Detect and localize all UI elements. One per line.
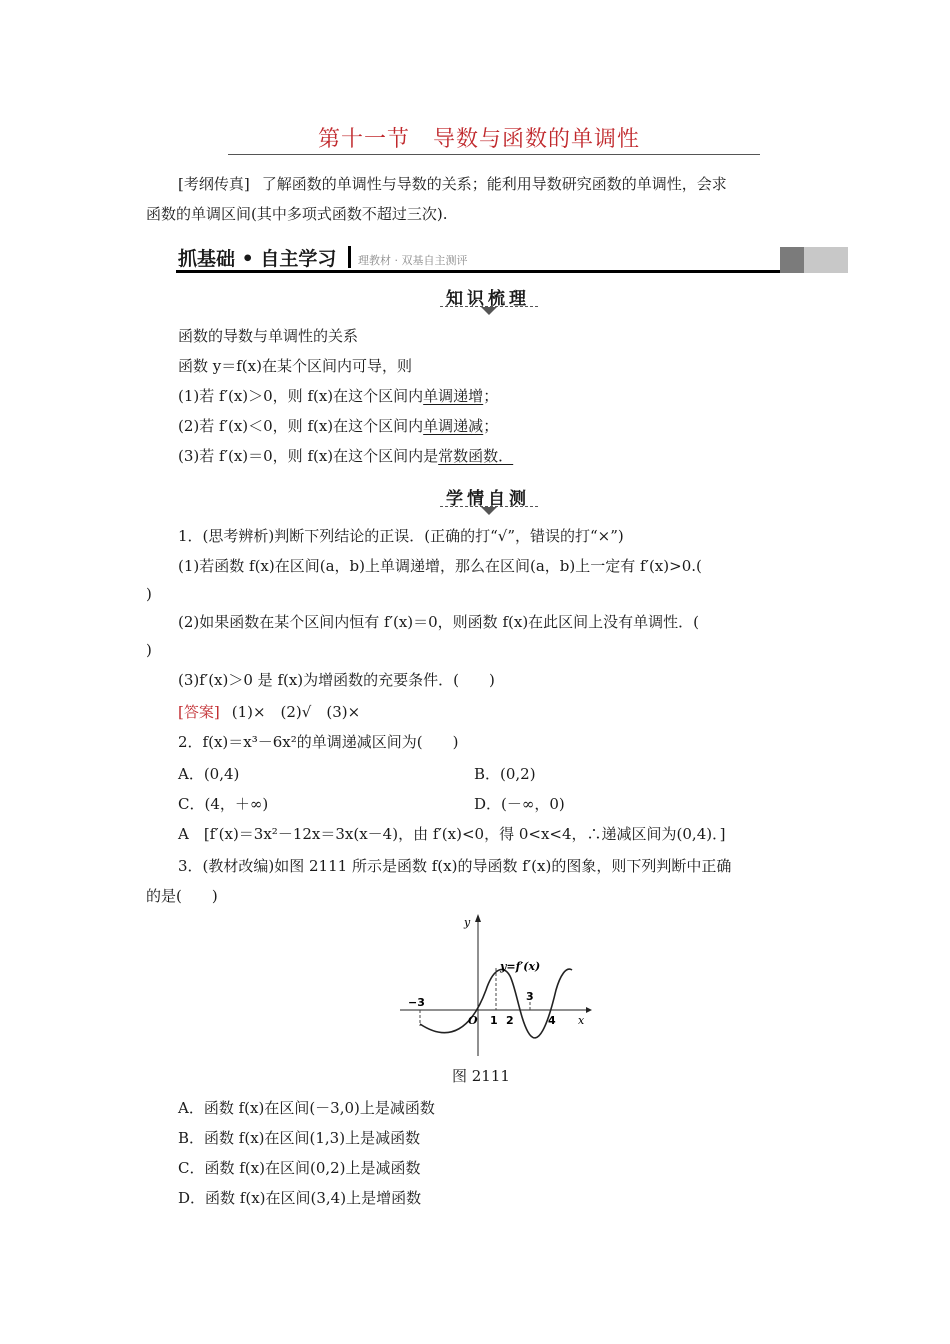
page-title: 第十一节 导数与函数的单调性: [318, 127, 641, 152]
answer-text: (1)× (2)√ (3)×: [231, 703, 361, 721]
knowledge-item-3: [178, 446, 513, 466]
q2-option-c: C．(4，＋∞): [178, 795, 269, 813]
knowledge-line-1: 函数的导数与单调性的关系: [178, 327, 359, 345]
tick-label-1: 1: [490, 1014, 498, 1027]
banner-decoration-dark: [780, 247, 804, 273]
q2-option-b: B．(0,2): [474, 765, 536, 783]
answer-tag: [答案]: [178, 703, 220, 721]
banner-separator: [348, 246, 351, 268]
kaogang-line-2: 函数的单调区间(其中多项式函数不超过三次).: [146, 205, 448, 223]
knowledge-item-2: [178, 416, 498, 436]
kaogang-line-1: [178, 174, 727, 194]
item-suffix: ；: [483, 387, 499, 405]
y-axis-label: y: [464, 916, 471, 929]
kaogang-tag: [考纲传真]: [178, 175, 250, 193]
section-heading-knowledge: 知识梳理: [446, 289, 530, 309]
tick-label-2: 2: [506, 1014, 514, 1027]
x-axis-label: x: [578, 1014, 585, 1027]
q3-option-d: D．函数 f(x)在区间(3,4)上是增函数: [178, 1189, 422, 1207]
item-text: (1)若 f′(x)＞0，则 f(x)在这个区间内: [178, 387, 424, 405]
banner-subtitle: 理教材 · 双基自主测评: [358, 254, 468, 267]
q1-part1: (1)若函数 f(x)在区间(a，b)上单调递增，那么在区间(a，b)上一定有 f′(x)>0.(: [178, 557, 702, 575]
q1-part2: (2)如果函数在某个区间内恒有 f′(x)＝0，则函数 f(x)在此区间上没有单调性．(: [178, 613, 700, 631]
q3-option-b: B．函数 f(x)在区间(1,3)上是减函数: [178, 1129, 421, 1147]
knowledge-item-1: [178, 386, 498, 406]
q1-part2-cont: ): [146, 641, 152, 659]
tick-label-neg3: −3: [408, 996, 425, 1009]
tick-label-4: 4: [548, 1014, 556, 1027]
x-axis-arrow-icon: [586, 1007, 592, 1013]
q1-stem: 1．(思考辨析)判断下列结论的正误．(正确的打“√”，错误的打“×”): [178, 527, 624, 545]
q1-part3: (3)f′(x)＞0 是 f(x)为增函数的充要条件．( ): [178, 671, 495, 689]
kaogang-text-1: 了解函数的单调性与导数的关系；能利用导数研究函数的单调性，会求: [261, 175, 727, 193]
q2-option-a: A．(0,4): [178, 765, 240, 783]
q2-stem: 2．f(x)＝x³－6x²的单调递减区间为( ): [178, 733, 459, 751]
q3-stem-2: 的是( ): [146, 887, 218, 905]
item-text: (3)若 f′(x)＝0，则 f(x)在这个区间内是: [178, 447, 439, 465]
banner-title: 抓基础 • 自主学习: [178, 248, 337, 270]
banner-decoration-light: [804, 247, 848, 273]
section-heading-arrow-icon: [481, 507, 497, 515]
figure-caption: 图 2111: [452, 1067, 510, 1085]
item-answer: 单调递增: [423, 387, 484, 405]
q1-answer: [178, 702, 360, 722]
q3-option-c: C．函数 f(x)在区间(0,2)上是减函数: [178, 1159, 421, 1177]
q2-solution: A [f′(x)＝3x²－12x＝3x(x－4)，由 f′(x)<0，得 0<x<4，∴递减区间为(0,4)．]: [178, 825, 726, 843]
section-banner: [176, 244, 848, 272]
origin-label: O: [468, 1014, 478, 1027]
tick-label-3: 3: [526, 990, 534, 1003]
q1-part1-cont: ): [146, 585, 152, 603]
section-heading-arrow-icon: [481, 307, 497, 315]
section-heading-selftest: 学情自测: [446, 489, 530, 509]
item-suffix: ；: [483, 417, 499, 435]
item-answer: 单调递减: [423, 417, 484, 435]
title-divider: [228, 154, 760, 155]
curve-label: y=f′(x): [500, 960, 541, 973]
y-axis-arrow-icon: [475, 914, 481, 922]
q3-stem-1: 3．(教材改编)如图 2111 所示是函数 f(x)的导函数 f′(x)的图象，则下列判断中正确: [178, 857, 732, 875]
item-answer: 常数函数．: [438, 447, 514, 465]
q2-option-d: D．(－∞，0): [474, 795, 565, 813]
banner-rule: [176, 270, 780, 273]
q3-option-a: A．函数 f(x)在区间(－3,0)上是减函数: [178, 1099, 435, 1117]
knowledge-line-2: 函数 y＝f(x)在某个区间内可导，则: [178, 357, 412, 375]
item-text: (2)若 f′(x)＜0，则 f(x)在这个区间内: [178, 417, 424, 435]
derivative-graph-figure: [390, 908, 600, 1060]
